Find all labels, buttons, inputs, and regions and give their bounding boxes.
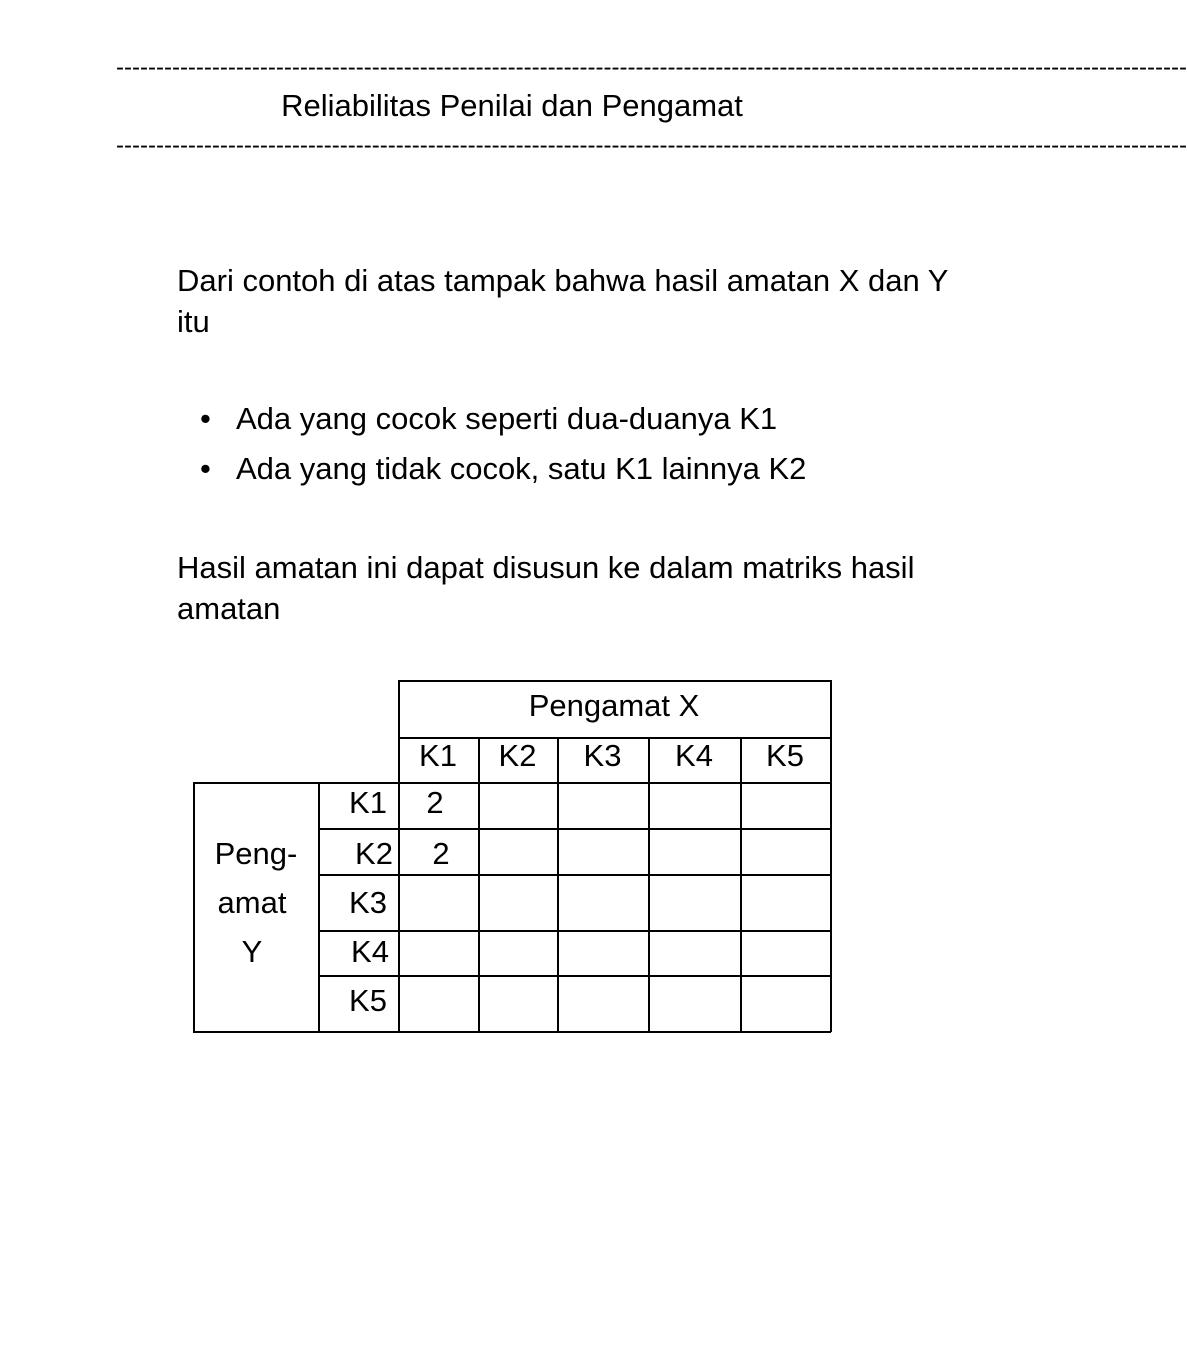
matrix-row-label-divider <box>318 782 320 1032</box>
matrix-row-divider <box>318 975 831 977</box>
bottom-dashed-rule: -------------------------------------------------------------------------------------------------------------------------------------- <box>116 132 1187 159</box>
column-header: K3 <box>583 738 622 773</box>
row-header: K3 <box>349 885 387 920</box>
matrix-right-border <box>830 680 832 1032</box>
matrix-cell: 2 <box>426 785 444 820</box>
matrix-row-divider <box>318 874 831 876</box>
matrix-top-border <box>398 680 831 682</box>
matrix-intro-paragraph: Hasil amatan ini dapat disusun ke dalam matriks hasil amatan <box>177 550 915 626</box>
matrix-row-divider <box>318 828 831 830</box>
row-group-label-line: amat <box>217 885 287 920</box>
bullet-text: Ada yang cocok seperti dua-duanya K1 <box>236 401 778 436</box>
row-header: K5 <box>349 983 387 1018</box>
bullet-item <box>200 448 806 489</box>
column-header: K2 <box>498 738 537 773</box>
matrix-vertical-line <box>398 680 400 1032</box>
top-dashed-rule: -------------------------------------------------------------------------------------------------------------------------------------- <box>116 54 1187 81</box>
matrix-column-divider <box>648 737 650 1032</box>
bullet-dot-icon: • <box>200 451 211 486</box>
matrix-body-top-border <box>193 782 831 784</box>
matrix-column-divider <box>478 737 480 1032</box>
row-header: K2 <box>355 836 393 871</box>
column-group-label: Pengamat X <box>528 688 700 723</box>
bullet-text: Ada yang tidak cocok, satu K1 lainnya K2 <box>236 451 807 486</box>
column-header: K5 <box>766 738 804 773</box>
matrix-column-divider <box>740 737 742 1032</box>
column-header: K1 <box>419 738 457 773</box>
matrix-column-divider <box>557 737 559 1032</box>
slide-title: Reliabilitas Penilai dan Pengamat <box>281 88 743 123</box>
matrix-cell: 2 <box>432 836 450 871</box>
matrix-row-divider <box>318 930 831 932</box>
bullet-dot-icon: • <box>200 401 211 436</box>
intro-paragraph: Dari contoh di atas tampak bahwa hasil amatan X dan Y itu <box>177 263 948 339</box>
bullet-item <box>200 398 806 439</box>
matrix-bottom-border <box>193 1031 831 1033</box>
column-header: K4 <box>675 738 713 773</box>
row-header: K1 <box>349 785 387 820</box>
bullet-list <box>200 398 806 498</box>
matrix-left-border <box>193 782 195 1032</box>
row-header: K4 <box>351 934 389 969</box>
row-group-label-line: Y <box>241 934 263 969</box>
matrix-header-divider <box>398 737 831 739</box>
row-group-label-line: Peng- <box>214 836 298 871</box>
